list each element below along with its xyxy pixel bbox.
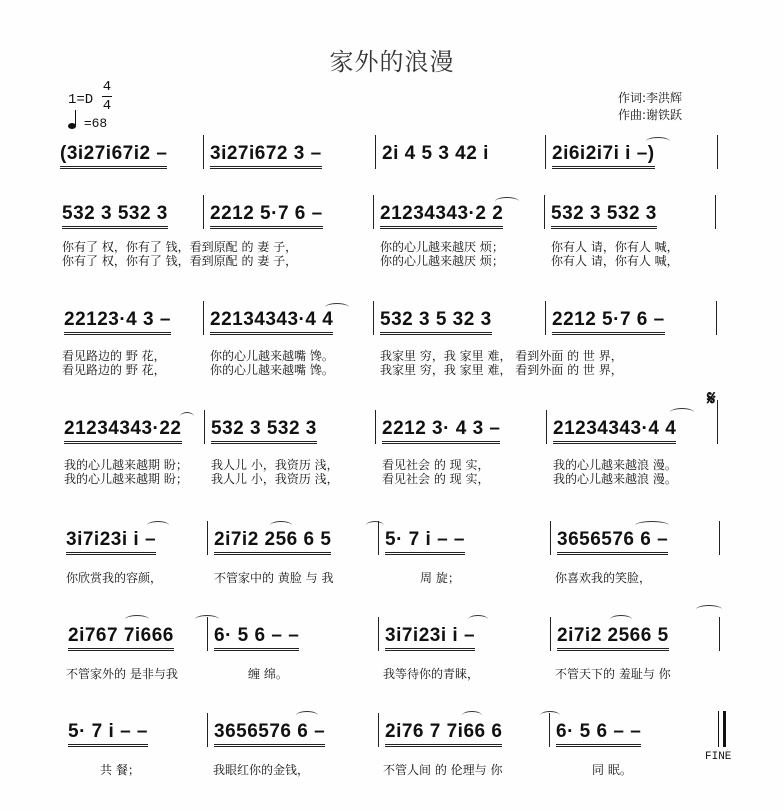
lyric-line: 我的心儿越来越期 盼；: [64, 458, 188, 472]
segno-icon: 𝄋: [707, 386, 716, 410]
lyricist: 作词:李洪辉: [618, 91, 683, 105]
lyric-line: 我的心儿越来越浪 漫。: [553, 472, 677, 486]
measure: 2212 3· 4 3 –: [382, 418, 500, 444]
lyric-line: 我人儿 小，我资历 浅，: [211, 472, 339, 486]
lyric-line: 你欣赏我的容颜，: [66, 571, 163, 585]
lyric-line: 我人儿 小，我资历 浅，: [211, 458, 339, 472]
measure: 2i7i2 2566 5: [557, 625, 669, 651]
measure: 6· 5 6 – –: [556, 721, 641, 747]
lyric-line: 周 旋；: [420, 571, 460, 585]
lyric-line: 看见路边的 野 花，: [62, 349, 166, 363]
lyric-line: 我的心儿越来越浪 漫。: [553, 458, 677, 472]
lyric-line: 我家里 穷，我 家里 难， 看到外面 的 世 界，: [380, 349, 623, 363]
time-signature: [102, 78, 112, 115]
measure: 22134343·4 4: [210, 309, 333, 335]
lyric-line: 看见路边的 野 花，: [62, 363, 166, 377]
fine-marking: FINE: [705, 751, 732, 763]
measure: 2i76 7 7i66 6: [385, 721, 502, 747]
tempo-value: =68: [83, 116, 108, 131]
lyric-line: 共 餐；: [100, 763, 140, 777]
lyric-line: 你的心儿越来越厌 烦；: [380, 254, 504, 268]
measure: 21234343·2 2: [380, 203, 503, 229]
lyric-line: 不管家外的 是非与我: [66, 667, 178, 681]
measure: 3i7i23i i –: [385, 625, 475, 651]
lyric-line: 你有人 请，你有人 喊，: [551, 240, 679, 254]
lyric-line: 我家里 穷，我 家里 难， 看到外面 的 世 界，: [380, 363, 623, 377]
lyric-line: 我等待你的青睐，: [383, 667, 480, 681]
lyric-line: 你的心儿越来越嘴 馋。: [210, 363, 334, 377]
measure: 5· 7 i – –: [385, 529, 465, 555]
measure: 2i767 7i666: [68, 625, 174, 651]
measure: 3656576 6 –: [557, 529, 668, 555]
lyric-line: 你的心儿越来越嘴 馋。: [210, 349, 334, 363]
measure: 6· 5 6 – –: [214, 625, 299, 651]
tempo-marking: [68, 116, 107, 131]
lyric-line: 不管家中的 黄脸 与 我: [214, 571, 334, 585]
lyric-line: 同 眠。: [592, 763, 632, 777]
measure: 3656576 6 –: [214, 721, 325, 747]
credits: [618, 90, 682, 124]
song-title: 家外的浪漫: [329, 48, 455, 76]
measure: 532 3 5 32 3: [380, 309, 492, 335]
measure: 532 3 532 3: [551, 203, 657, 229]
measure: 2i 4 5 3 42 i: [382, 143, 489, 164]
measure: (3i27i67i2 –: [60, 143, 167, 169]
measure: 2212 5·7 6 –: [552, 309, 665, 335]
key-signature: 1=D: [68, 92, 94, 108]
lyric-line: 缠 绵。: [248, 667, 288, 681]
measure: 3i27i672 3 –: [210, 143, 322, 169]
measure: 532 3 532 3: [211, 418, 317, 444]
time-signature-bottom: 4: [102, 98, 112, 114]
measure: 21234343·22: [64, 418, 182, 444]
quarter-note-icon: [68, 123, 76, 129]
measure: 21234343·4 4: [553, 418, 676, 444]
lyric-line: 不管人间 的 伦理与 你: [383, 763, 503, 777]
measure: 2212 5·7 6 –: [210, 203, 323, 229]
measure: 2i7i2 256 6 5: [214, 529, 331, 555]
measure: 532 3 532 3: [62, 203, 168, 229]
measure: 3i7i23i i –: [66, 529, 156, 555]
measure: 22123·4 3 –: [64, 309, 171, 335]
lyric-line: 你有了 权，你有了 钱，看到原配 的 妻 子，: [62, 240, 298, 254]
lyric-line: 你有了 权，你有了 钱，看到原配 的 妻 子，: [62, 254, 298, 268]
measure: 2i6i2i7i i –): [552, 143, 655, 169]
final-barline: [718, 711, 726, 747]
time-signature-top: 4: [102, 79, 112, 95]
lyric-line: 看见社会 的 现 实，: [382, 472, 490, 486]
lyric-line: 看见社会 的 现 实，: [382, 458, 490, 472]
measure: 5· 7 i – –: [68, 721, 148, 747]
lyric-line: 你喜欢我的笑脸，: [555, 571, 652, 585]
lyric-line: 不管天下的 羞耻与 你: [555, 667, 671, 681]
lyric-line: 你有人 请，你有人 喊，: [551, 254, 679, 268]
composer: 作曲:谢铁跃: [618, 108, 683, 122]
lyric-line: 我的心儿越来越期 盼；: [64, 472, 188, 486]
lyric-line: 我眼红你的金钱，: [213, 763, 310, 777]
lyric-line: 你的心儿越来越厌 烦；: [380, 240, 504, 254]
